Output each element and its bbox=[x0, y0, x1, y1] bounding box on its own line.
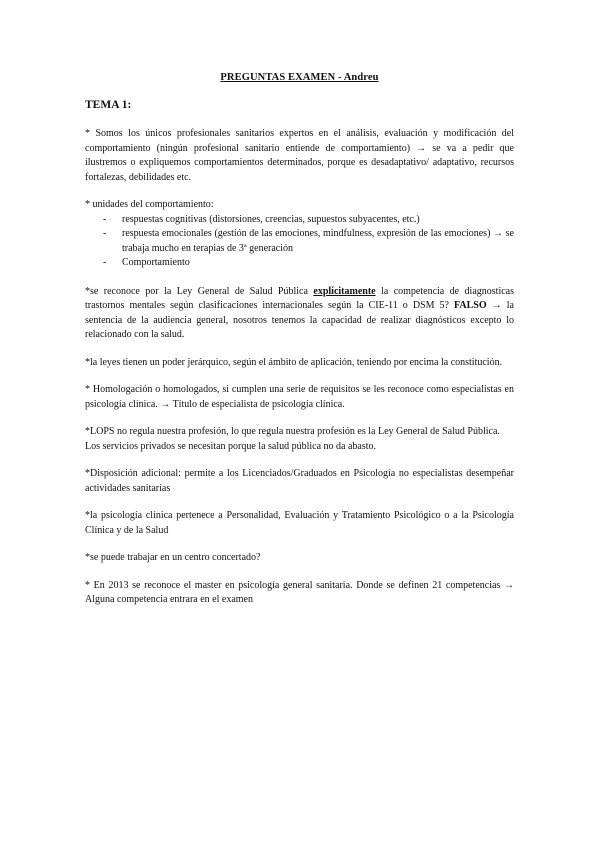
paragraph-3-text-c: la competencia de diagnosticas trastornos mentales según clasificaciones internacionales según la CIE-11 o DSM 5? bbox=[85, 285, 514, 311]
emphasis-falso: FALSO bbox=[454, 300, 487, 311]
list-item bbox=[85, 227, 514, 256]
section-heading: TEMA 1: bbox=[85, 99, 132, 111]
list-dash: - bbox=[103, 228, 107, 239]
paragraph-3-text-a: *se reconoce por la Ley General de Salud Pública bbox=[85, 285, 314, 297]
paragraph-6b: Los servicios privados se necesitan porque la salud pública no da abasto. bbox=[85, 440, 377, 452]
list-item bbox=[85, 256, 514, 271]
paragraph-10: * En 2013 se reconoce el master en psicología general sanitaria. Donde se definen 21 competencias → Alguna competencia entrara en el examen bbox=[85, 579, 514, 605]
paragraph-9: *se puede trabajar en un centro concertado? bbox=[85, 552, 261, 563]
emphasis-explicitamente: explícitamente bbox=[313, 285, 376, 297]
paragraph-5: * Homologación o homologados, si cumplen una serie de requisitos se les reconoce como especialistas en psicología clínica. → Título de especialista de psicología clínica. bbox=[85, 384, 514, 410]
list-item-text: respuesta emocionales (gestión de las emociones, mindfulness, expresión de las emociones) → se trabaja mucho en terapias de 3ª generación bbox=[122, 228, 514, 254]
paragraph-2-intro: * unidades del comportamiento: bbox=[85, 199, 214, 210]
paragraph-1: * Somos los únicos profesionales sanitarios expertos en el análisis, evaluación y modificación del comportamiento (ningún profesional sanitario entiende de comportamiento) → se va a pedir que ilustremos o expliquemos comportamientos determinados, porque es desadaptativo/ adaptativo, recursos fortalezas, debilidades etc. bbox=[85, 128, 514, 183]
behavior-units-list bbox=[85, 213, 514, 271]
list-item-text: respuestas cognitivas (distorsiones, creencias, supuestos subyacentes, etc.) bbox=[122, 213, 420, 225]
paragraph-6a: *LOPS no regula nuestra profesión, lo que regula nuestra profesión es la Ley General de Salud Pública. bbox=[85, 426, 500, 437]
paragraph-4: *la leyes tienen un poder jerárquico, según el ámbito de aplicación, teniendo por encima la constitución. bbox=[85, 356, 503, 368]
list-dash: - bbox=[103, 257, 107, 268]
paragraph-3 bbox=[85, 285, 514, 343]
paragraph-8: *la psicología clínica pertenece a Personalidad, Evaluación y Tratamiento Psicológico o a la Psicología Clínica y de la Salud bbox=[85, 510, 514, 536]
list-dash: - bbox=[103, 213, 107, 225]
document-title: PREGUNTAS EXAMEN - Andreu bbox=[220, 72, 379, 83]
paragraph-3-text-e: → la sentencia de la audiencia general, nosotros tenemos la capacidad de realizar diagnósticos excepto lo relacionado con la salud. bbox=[85, 300, 514, 340]
list-item-text: Comportamiento bbox=[122, 257, 190, 268]
list-item bbox=[85, 213, 514, 228]
paragraph-7: *Disposición adicional: permite a los Licenciados/Graduados en Psicología no especialistas desempeñar actividades sanitarias bbox=[85, 468, 514, 494]
